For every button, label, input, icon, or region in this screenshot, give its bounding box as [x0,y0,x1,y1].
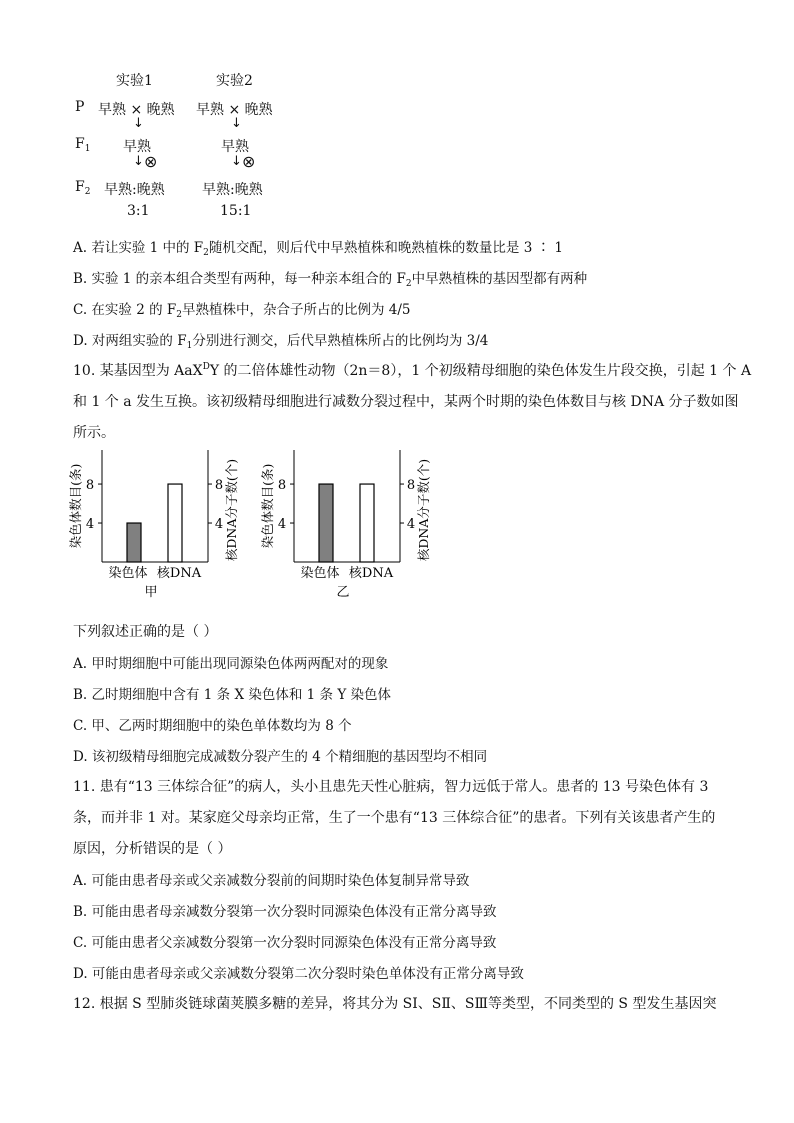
x-category-label: 染色体 [300,566,340,581]
y-tick-label-left: 4 [85,517,95,533]
y-axis-label-right: 核DNA分子数(个) [224,458,239,562]
option-a: A. 若让实验 1 中的 $F_2$随机交配，则后代中早熟植株和晚熟植株的数量比是 3 ∶ 1 [73,240,563,258]
generation-p-label: P [75,99,85,115]
arrow-down-icon: ↓ [133,154,144,169]
option-b: B. 实验 1 的亲本组合类型有两种，每一种亲本组合的 $F_2$中早熟植株的基因型都有两种 [73,271,588,289]
question-stem: 原因，分析错误的是（ ） [73,841,232,857]
question-prompt: 下列叙述正确的是（ ） [73,624,218,640]
y-axis-label-left: 染色体数目(条) [260,463,275,549]
experiment-2-f1: 早熟 [221,139,249,155]
question-stem: 和 1 个 a 发生互换。该初级精母细胞进行减数分裂过程中，某两个时期的染色体数目与核 DNA 分子数如图 [73,394,739,410]
self-cross-icon: ⊗ [144,152,158,171]
y-tick-label-right: 4 [406,517,416,533]
option-a: A. 甲时期细胞中可能出现同源染色体两两配对的现象 [73,656,389,672]
bar [319,484,333,562]
question-stem: 所示。 [73,425,115,441]
y-axis-label-right: 核DNA分子数(个) [416,458,431,562]
arrow-down-icon: ↓ [231,116,242,131]
experiment-2-f2: 早熟:晚熟 [202,182,263,198]
option-c: C. 甲、乙两时期细胞中的染色单体数均为 8 个 [73,718,352,734]
x-category-label: 核DNA [156,566,202,581]
experiment-2-title: 实验2 [216,73,253,89]
question-stem: 条，而并非 1 对。某家庭父母亲均正常，生了一个患有“13 三体综合征”的患者。下列有关该患者产生的 [73,810,716,826]
generation-f2-label: $F_2$ [75,179,91,197]
option-b: B. 可能由患者母亲减数分裂第一次分裂时同源染色体没有正常分离导致 [73,904,497,920]
bar-chart-jia [70,448,250,608]
experiment-2-parents: 早熟 × 晚熟 [196,102,273,118]
experiment-1-f2: 早熟:晚熟 [104,182,165,198]
generation-f1-label: $F_1$ [75,136,91,154]
option-c: C. 可能由患者父亲减数分裂第一次分裂时同源染色体没有正常分离导致 [73,935,497,951]
question-stem: 11. 患有“13 三体综合征”的病人，头小且患先天性心脏病，智力远低于常人。患者的 13 号染色体有 3 [73,779,709,795]
experiment-1-parents: 早熟 × 晚熟 [98,102,175,118]
chart-title: 乙 [336,585,350,600]
experiment-1-f1: 早熟 [123,139,151,155]
bar [127,523,141,562]
option-d: D. 对两组实验的 $F_1$分别进行测交，后代早熟植株所占的比例均为 3/4 [73,333,489,351]
y-axis-label-left: 染色体数目(条) [68,463,83,549]
y-tick-label-left: 4 [277,517,287,533]
chart-title: 甲 [144,585,158,600]
bar [168,484,182,562]
option-d: D. 可能由患者母亲或父亲减数分裂第二次分裂时染色单体没有正常分离导致 [73,966,524,982]
self-cross-icon: ⊗ [242,152,256,171]
arrow-down-icon: ↓ [133,116,144,131]
x-category-label: 染色体 [108,566,148,581]
question-stem: 10. 某基因型为 AaX$^D$Y 的二倍体雄性动物（2n＝8），1 个初级精母细胞的染色体发生片段交换，引起 1 个 A [73,362,752,379]
bar-chart-yi [262,448,442,608]
option-d: D. 该初级精母细胞完成减数分裂产生的 4 个精细胞的基因型均不相同 [73,749,488,765]
bar [360,484,374,562]
y-tick-label-left: 8 [277,478,287,494]
arrow-down-icon: ↓ [231,154,242,169]
option-a: A. 可能由患者母亲或父亲减数分裂前的间期时染色体复制异常导致 [73,873,470,889]
option-c: C. 在实验 2 的 $F_2$早熟植株中，杂合子所占的比例为 4/5 [73,302,411,320]
question-stem: 12. 根据 S 型肺炎链球菌荚膜多糖的差异，将其分为 SⅠ、SⅡ、SⅢ等类型，不同类型的 S 型发生基因突 [73,996,717,1012]
y-tick-label-left: 8 [85,478,95,494]
experiment-1-ratio: 3:1 [127,203,150,219]
y-tick-label-right: 8 [214,478,224,494]
y-tick-label-right: 8 [406,478,416,494]
experiment-2-ratio: 15:1 [220,203,252,219]
experiment-1-title: 实验1 [116,73,153,89]
y-tick-label-right: 4 [214,517,224,533]
option-b: B. 乙时期细胞中含有 1 条 X 染色体和 1 条 Y 染色体 [73,687,392,703]
x-category-label: 核DNA [348,566,394,581]
